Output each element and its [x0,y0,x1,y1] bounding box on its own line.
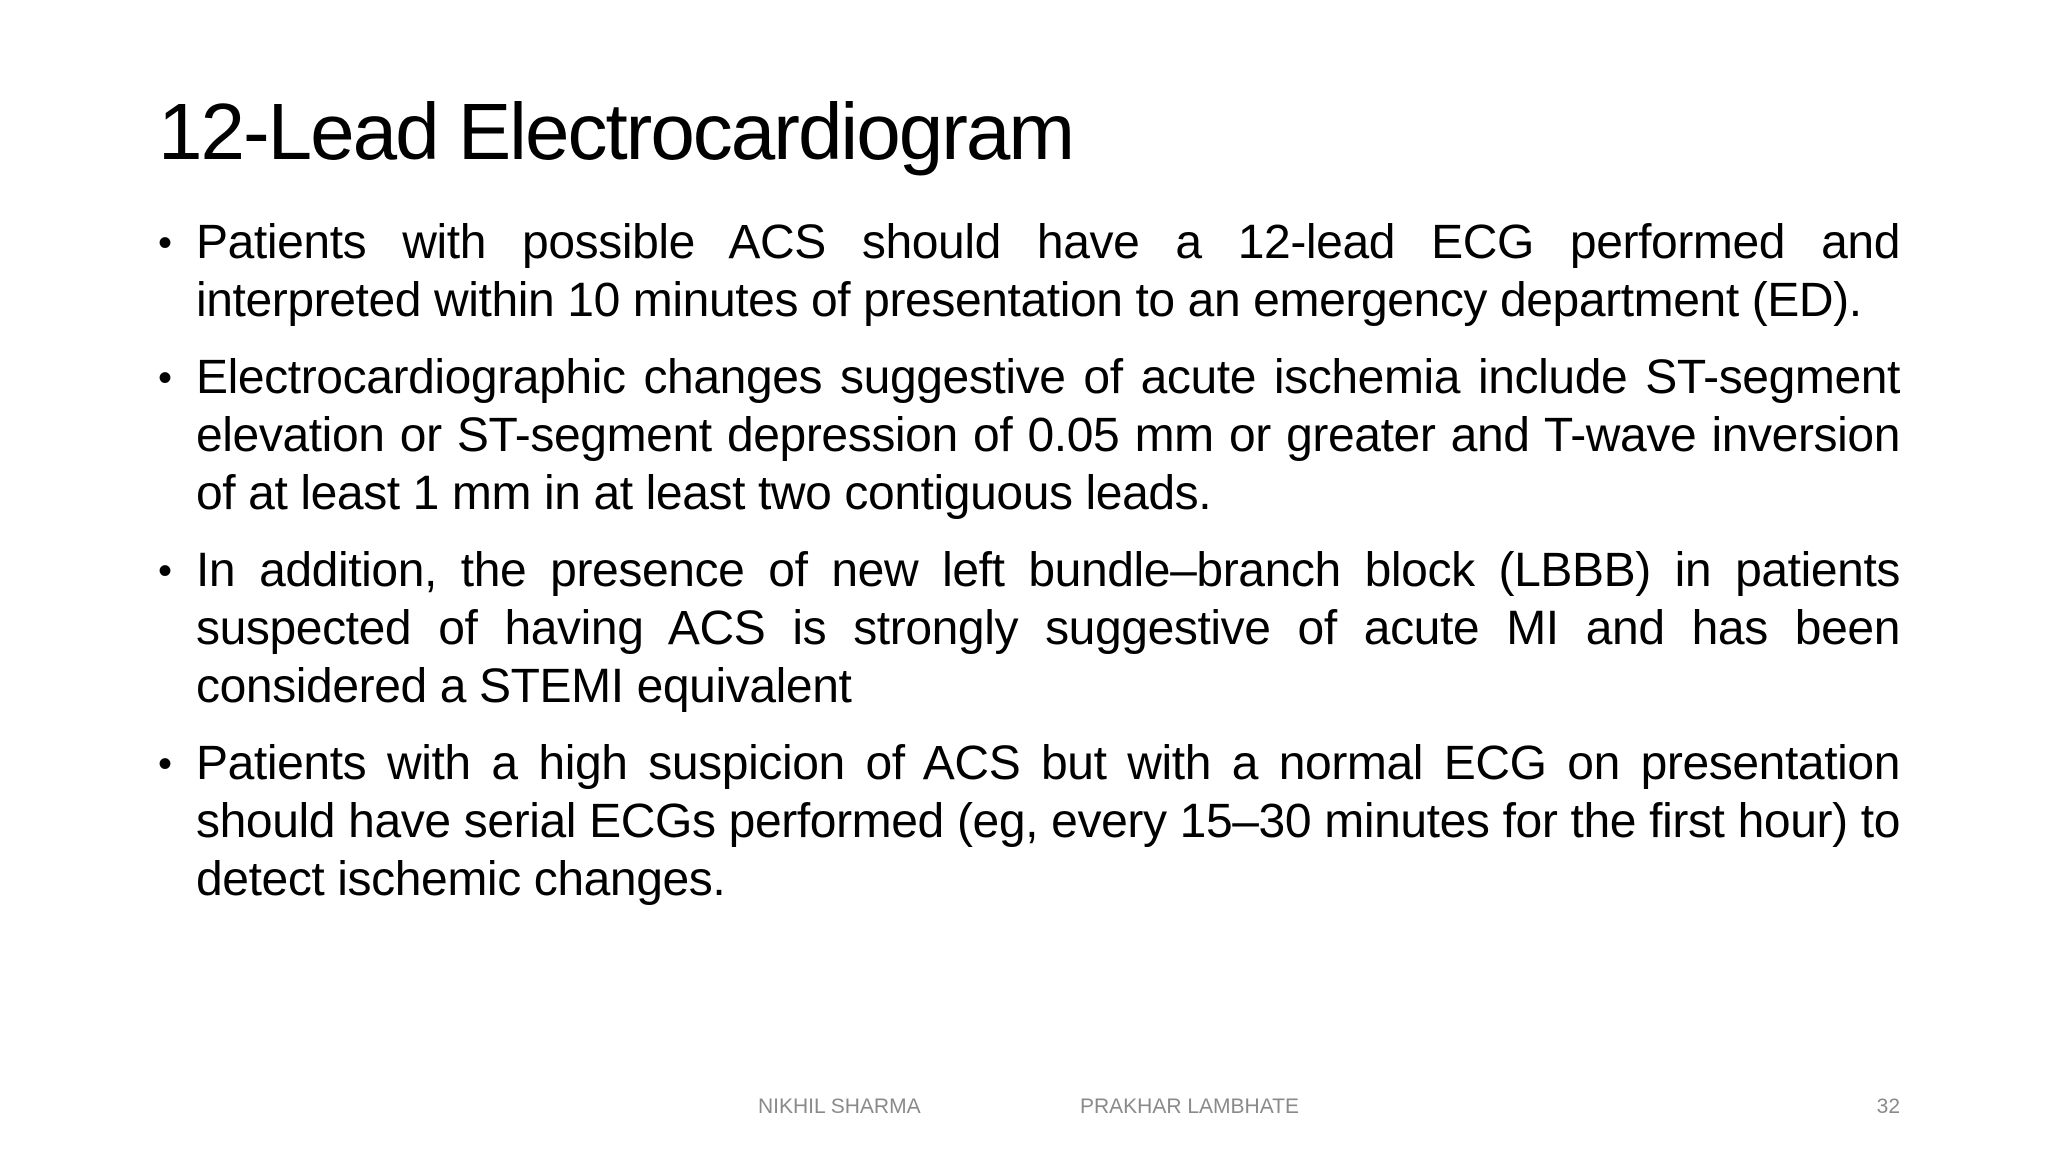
bullet-dot-icon: • [158,356,172,400]
bullet-item [158,349,1900,523]
footer-page-number: 32 [1876,1095,1900,1118]
footer-author-1: NIKHIL SHARMA [758,1095,921,1118]
bullet-dot-icon: • [158,221,172,265]
bullet-dot-icon: • [158,742,172,786]
bullet-item [158,542,1900,716]
slide-title: 12-Lead Electrocardiogram [158,87,1073,176]
bullet-text: Patients with a high suspicion of ACS but with a normal ECG on presentation should have serial ECGs performed (eg, every 15–30 minutes for the first hour) to detect ischemic changes. [196,737,1900,906]
bullet-list [158,214,1900,928]
bullet-item [158,214,1900,330]
bullet-text: Patients with possible ACS should have a 12-lead ECG performed and interpreted within 10 minutes of presentation to an emergency department (ED). [196,216,1900,327]
footer-author-2: PRAKHAR LAMBHATE [1080,1095,1299,1118]
bullet-dot-icon: • [158,549,172,593]
bullet-item [158,735,1900,909]
bullet-text: Electrocardiographic changes suggestive of acute ischemia include ST-segment elevation or ST-segment depression of 0.05 mm or greater and T-wave inversion of at least 1 mm in at least two contiguous leads. [196,351,1900,520]
bullet-text: In addition, the presence of new left bundle–branch block (LBBB) in patients suspected of having ACS is strongly suggestive of acute MI and has been considered a STEMI equivalent [196,544,1900,713]
